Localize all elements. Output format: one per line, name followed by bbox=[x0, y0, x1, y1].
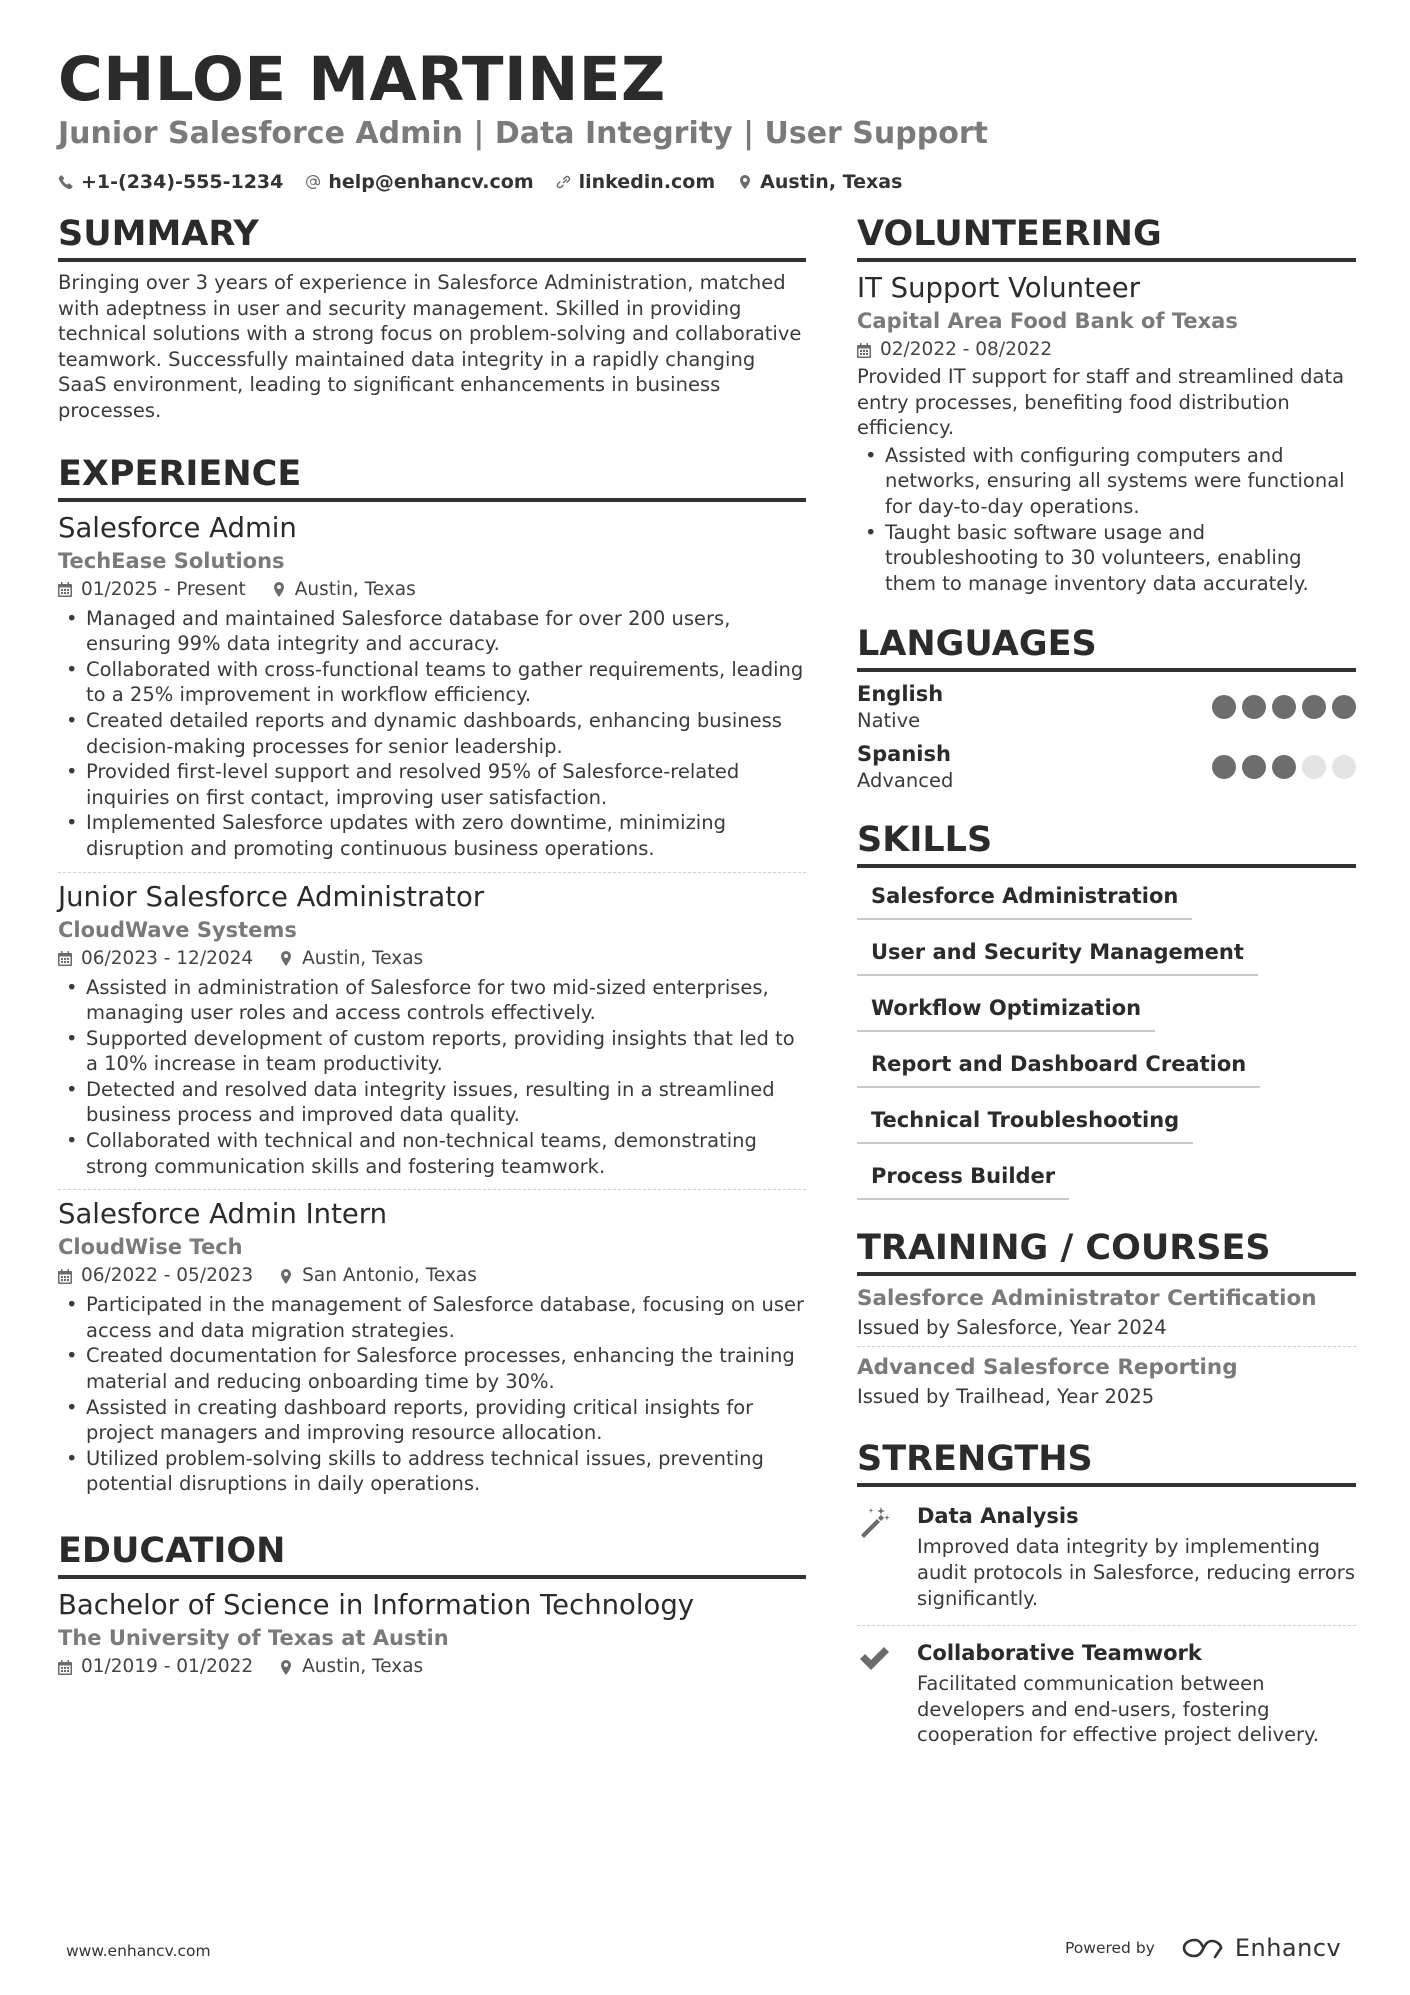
bullet-item: • Utilized problem-solving skills to address technical issues, preventing potential disruptions in daily operations. bbox=[58, 1446, 806, 1497]
strength-name: Data Analysis bbox=[917, 1504, 1079, 1529]
volunteer-description: Provided IT support for staff and streamlined data entry processes, benefiting food distribution efficiency. bbox=[857, 365, 1345, 440]
training-section bbox=[857, 1226, 1356, 1411]
volunteer-dates bbox=[857, 336, 1052, 364]
contact-linkedin[interactable] bbox=[556, 171, 716, 193]
location-text: Austin, Texas bbox=[760, 171, 903, 193]
job-bullets bbox=[58, 606, 806, 862]
volunteering-title: VOLUNTEERING bbox=[857, 212, 1356, 262]
job-title: Junior Salesforce Administrator bbox=[58, 880, 485, 913]
bullet-item: • Assisted with configuring computers and networks, ensuring all systems were functional for day-to-day operations. bbox=[857, 443, 1356, 520]
location-text: Austin, Texas bbox=[294, 578, 416, 600]
job-dates bbox=[58, 576, 246, 604]
contact-location bbox=[737, 171, 902, 193]
course-item bbox=[857, 1284, 1356, 1342]
skills-list bbox=[857, 876, 1356, 1212]
volunteering-section bbox=[857, 212, 1356, 596]
location-pin-icon bbox=[279, 1269, 293, 1284]
bullet-item: • Managed and maintained Salesforce database for over 200 users, ensuring 99% data integrity and accuracy. bbox=[58, 606, 806, 657]
skill-tag: User and Security Management bbox=[857, 932, 1258, 976]
checkmark-icon bbox=[857, 1642, 891, 1676]
bullet-item: • Created documentation for Salesforce processes, enhancing the training material and reducing onboarding time by 30%. bbox=[58, 1343, 806, 1394]
entry-divider bbox=[857, 1346, 1356, 1347]
location-text: San Antonio, Texas bbox=[302, 1265, 477, 1287]
bullet-item: • Provided first-level support and resolved 95% of Salesforce-related inquiries on first contact, improving user satisfaction. bbox=[58, 759, 806, 810]
bullet-item: • Assisted in creating dashboard reports, providing critical insights for project managers and improving resource allocation. bbox=[58, 1395, 806, 1446]
language-name: Spanish bbox=[857, 742, 951, 767]
job-dates bbox=[58, 1262, 253, 1290]
job-location bbox=[279, 1262, 477, 1290]
skill-tag: Technical Troubleshooting bbox=[857, 1100, 1193, 1144]
proficiency-dot-empty bbox=[1332, 755, 1356, 779]
location-pin-icon bbox=[272, 582, 286, 597]
strength-name: Collaborative Teamwork bbox=[917, 1641, 1202, 1666]
candidate-name: CHLOE MARTINEZ bbox=[58, 44, 666, 115]
company-name: CloudWave Systems bbox=[58, 917, 297, 942]
job-location bbox=[279, 945, 423, 973]
calendar-icon bbox=[58, 1269, 72, 1284]
bullet-item: • Collaborated with cross-functional teams to gather requirements, leading to a 25% improvement in workflow efficiency. bbox=[58, 657, 806, 708]
magic-wand-icon bbox=[857, 1505, 891, 1539]
education-location bbox=[279, 1653, 423, 1681]
volunteer-role: IT Support Volunteer bbox=[857, 272, 1141, 304]
powered-by-text: Powered by bbox=[1065, 1939, 1155, 1957]
company-name: CloudWise Tech bbox=[58, 1235, 243, 1260]
bullet-item: • Assisted in administration of Salesforce for two mid-sized enterprises, managing user roles and access controls effectively. bbox=[58, 975, 806, 1026]
summary-section bbox=[58, 212, 806, 424]
course-name: Salesforce Administrator Certification bbox=[857, 1286, 1317, 1312]
proficiency-dot-filled bbox=[1272, 755, 1296, 779]
strength-description: Facilitated communication between developers and end-users, fostering cooperation for effective project delivery. bbox=[917, 1672, 1320, 1747]
language-item bbox=[857, 740, 1356, 794]
headline: Junior Salesforce Admin | Data Integrity | User Support bbox=[58, 116, 988, 151]
languages-title: LANGUAGES bbox=[857, 622, 1356, 672]
proficiency-dot-filled bbox=[1242, 755, 1266, 779]
contact-phone[interactable] bbox=[58, 171, 283, 193]
location-pin-icon bbox=[737, 174, 753, 190]
dates-text: 02/2022 - 08/2022 bbox=[880, 339, 1053, 360]
bullet-item: • Collaborated with technical and non-technical teams, demonstrating strong communication skills and fostering teamwork. bbox=[58, 1128, 806, 1179]
enhancv-brand-text: Enhancv bbox=[1234, 1934, 1342, 1962]
proficiency-dot-filled bbox=[1332, 695, 1356, 719]
link-icon bbox=[556, 174, 572, 190]
phone-text: +1-(234)-555-1234 bbox=[81, 171, 284, 193]
dates-text: 01/2019 - 01/2022 bbox=[81, 1656, 254, 1677]
strength-description: Improved data integrity by implementing audit protocols in Salesforce, reducing errors significantly. bbox=[917, 1535, 1355, 1610]
entry-divider bbox=[857, 1625, 1356, 1626]
email-text: help@enhancv.com bbox=[328, 171, 534, 193]
entry-divider bbox=[58, 1189, 806, 1190]
proficiency-dots bbox=[1206, 755, 1356, 779]
right-column bbox=[857, 212, 1356, 1758]
entry-divider bbox=[58, 872, 806, 873]
course-issuer: Issued by Salesforce, Year 2024 bbox=[857, 1316, 1167, 1340]
language-name: English bbox=[857, 682, 944, 707]
education-dates bbox=[58, 1653, 253, 1681]
summary-text: Bringing over 3 years of experience in Salesforce Administration, matched with adeptness in user and security management. Skilled in providing technical solutions with a strong focus on problem-solving and collaborative teamwork. Successfully maintained data integrity in a rapidly changing SaaS environment, leading to significant enhancements in business processes. bbox=[58, 271, 802, 422]
strength-item bbox=[857, 1495, 1356, 1621]
footer-branding bbox=[1065, 1934, 1341, 1962]
proficiency-dot-filled bbox=[1212, 755, 1236, 779]
location-text: Austin, Texas bbox=[302, 1656, 424, 1677]
skill-tag: Salesforce Administration bbox=[857, 876, 1192, 920]
calendar-icon bbox=[58, 1660, 72, 1675]
strength-icon-wrap bbox=[857, 1501, 917, 1611]
training-title: TRAINING / COURSES bbox=[857, 1226, 1356, 1276]
location-pin-icon bbox=[279, 951, 293, 966]
proficiency-dot-filled bbox=[1302, 695, 1326, 719]
course-name: Advanced Salesforce Reporting bbox=[857, 1355, 1238, 1381]
strengths-section bbox=[857, 1437, 1356, 1758]
language-level: Advanced bbox=[857, 769, 954, 793]
footer-website[interactable]: www.enhancv.com bbox=[66, 1942, 211, 1960]
phone-icon bbox=[58, 174, 74, 190]
skills-section bbox=[857, 818, 1356, 1212]
experience-entry bbox=[58, 879, 806, 1186]
strength-item bbox=[857, 1632, 1356, 1758]
proficiency-dots bbox=[1206, 695, 1356, 719]
strength-icon-wrap bbox=[857, 1638, 917, 1748]
strengths-title: STRENGTHS bbox=[857, 1437, 1356, 1487]
bullet-item: • Implemented Salesforce updates with zero downtime, minimizing disruption and promoting continuous business operations. bbox=[58, 810, 806, 861]
contact-email[interactable] bbox=[305, 171, 533, 193]
bullet-item: • Participated in the management of Salesforce database, focusing on user access and data migration strategies. bbox=[58, 1292, 806, 1343]
dates-text: 06/2023 - 12/2024 bbox=[81, 947, 254, 969]
job-dates bbox=[58, 945, 253, 973]
experience-entry bbox=[58, 1196, 806, 1503]
skill-tag: Report and Dashboard Creation bbox=[857, 1044, 1260, 1088]
company-name: TechEase Solutions bbox=[58, 548, 285, 573]
school-name: The University of Texas at Austin bbox=[58, 1626, 449, 1650]
job-meta bbox=[58, 945, 806, 973]
job-title: Salesforce Admin bbox=[58, 511, 297, 544]
experience-section bbox=[58, 452, 806, 1503]
volunteer-meta bbox=[857, 336, 1356, 364]
education-section bbox=[58, 1529, 806, 1681]
volunteer-org: Capital Area Food Bank of Texas bbox=[857, 309, 1238, 333]
job-meta bbox=[58, 1262, 806, 1290]
left-column bbox=[58, 212, 806, 1681]
experience-title: EXPERIENCE bbox=[58, 452, 806, 502]
volunteer-bullets bbox=[857, 443, 1356, 597]
location-pin-icon bbox=[279, 1660, 293, 1675]
course-issuer: Issued by Trailhead, Year 2025 bbox=[857, 1385, 1155, 1409]
skill-tag: Process Builder bbox=[857, 1156, 1069, 1200]
proficiency-dot-filled bbox=[1242, 695, 1266, 719]
bullet-item: • Detected and resolved data integrity issues, resulting in a streamlined business process and improved data quality. bbox=[58, 1077, 806, 1128]
at-icon bbox=[305, 174, 321, 190]
job-meta bbox=[58, 576, 806, 604]
bullet-item: • Created detailed reports and dynamic dashboards, enhancing business decision-making processes for senior leadership. bbox=[58, 708, 806, 759]
enhancv-logo-icon bbox=[1181, 1936, 1225, 1960]
languages-section bbox=[857, 622, 1356, 794]
job-title: Salesforce Admin Intern bbox=[58, 1198, 388, 1231]
skills-title: SKILLS bbox=[857, 818, 1356, 868]
proficiency-dot-filled bbox=[1272, 695, 1296, 719]
job-location bbox=[272, 576, 416, 604]
course-item bbox=[857, 1353, 1356, 1411]
experience-entry bbox=[58, 510, 806, 868]
bullet-item: • Taught basic software usage and troubleshooting to 30 volunteers, enabling them to manage inventory data accurately. bbox=[857, 520, 1356, 597]
dates-text: 01/2025 - Present bbox=[81, 578, 246, 600]
education-title: EDUCATION bbox=[58, 1529, 806, 1579]
language-level: Native bbox=[857, 709, 921, 733]
proficiency-dot-filled bbox=[1212, 695, 1236, 719]
job-bullets bbox=[58, 975, 806, 1180]
contact-bar bbox=[58, 168, 924, 196]
calendar-icon bbox=[58, 951, 72, 966]
summary-title: SUMMARY bbox=[58, 212, 806, 262]
language-item bbox=[857, 680, 1356, 734]
proficiency-dot-empty bbox=[1302, 755, 1326, 779]
degree-title: Bachelor of Science in Information Technology bbox=[58, 1589, 695, 1621]
location-text: Austin, Texas bbox=[302, 947, 424, 969]
calendar-icon bbox=[58, 582, 72, 597]
linkedin-text: linkedin.com bbox=[578, 171, 716, 193]
bullet-item: • Supported development of custom reports, providing insights that led to a 10% increase in team productivity. bbox=[58, 1026, 806, 1077]
calendar-icon bbox=[857, 343, 871, 358]
skill-tag: Workflow Optimization bbox=[857, 988, 1155, 1032]
job-bullets bbox=[58, 1292, 806, 1497]
dates-text: 06/2022 - 05/2023 bbox=[81, 1265, 254, 1287]
education-meta bbox=[58, 1653, 806, 1681]
